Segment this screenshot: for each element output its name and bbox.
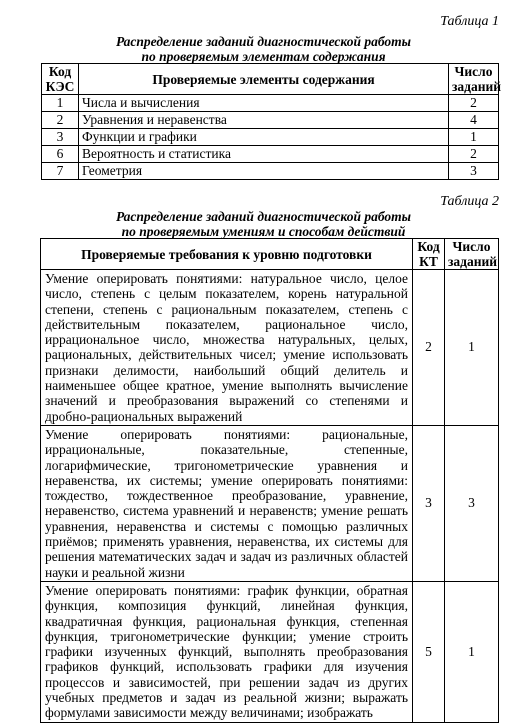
header-requirements: Проверяемые требования к уровню подготовки: [41, 239, 413, 270]
header-code-kt: Код КТ: [413, 239, 445, 270]
table-row: [41, 425, 499, 581]
header-task-count: Число заданий: [445, 239, 499, 270]
row-element: Функции и графики: [79, 129, 449, 146]
row-count: 2: [449, 95, 499, 112]
row-count: 3: [445, 425, 499, 581]
table1-caption-line2: по проверяемым элементам содержания: [141, 49, 386, 64]
requirements-table: [40, 238, 499, 723]
table-row: [42, 95, 499, 112]
table-row: [42, 146, 499, 163]
table2-caption-line1: Распределение заданий диагностической работы: [115, 209, 412, 224]
row-count: 1: [449, 129, 499, 146]
header-task-count: Число заданий: [449, 64, 499, 95]
row-code: 2: [413, 270, 445, 426]
table2-label: Таблица 2: [440, 194, 499, 209]
table-row: [42, 129, 499, 146]
table2-caption-line2: по проверяемым умениям и способам действий: [121, 224, 406, 239]
table-row: [42, 163, 499, 180]
row-element: Уравнения и неравенства: [79, 112, 449, 129]
table1-label: Таблица 1: [440, 14, 499, 29]
requirement-text: Умение оперировать понятиями: график функции, обратная функция, композиция функций, линейная функция, квадратичная функция, рациональная функция, степенная функция, тригонометрические функции; умение строить графики изученных функций, выполнять преобразования графиков функций, использовать графики для изучения процессов и зависимостей, при решении задач из других учебных предметов и задач из реальной жизни; выражать формулами зависимости между величинами; изображать: [45, 582, 408, 721]
table1-caption-line1: Распределение заданий диагностической работы: [115, 34, 412, 49]
row-code: 2: [42, 112, 79, 129]
row-code: 6: [42, 146, 79, 163]
header-elements: Проверяемые элементы содержания: [79, 64, 449, 95]
row-count: 2: [449, 146, 499, 163]
row-count: 4: [449, 112, 499, 129]
row-code: 1: [42, 95, 79, 112]
row-count: 1: [445, 581, 499, 722]
table1-header-row: [42, 64, 499, 95]
row-code: 3: [413, 425, 445, 581]
row-element: Числа и вычисления: [79, 95, 449, 112]
row-count: 3: [449, 163, 499, 180]
table2-header-row: [41, 239, 499, 270]
table-row: [42, 112, 499, 129]
requirement-text: Умение оперировать понятиями: рациональные, иррациональные, показательные, степенные, логарифмические, тригонометрические уравнения и неравенства, их системы; умение оперировать понятиями: тождество, тождественное преобразование, уравнение, неравенство, система уравнений и неравенств; умение решать уравнения, неравенства и системы с помощью различных приёмов; применять уравнения, неравенства, их системы для решения математических задач и задач из различных областей науки и реальной жизни: [41, 425, 413, 581]
row-element: Геометрия: [79, 163, 449, 180]
table-row: [41, 581, 499, 722]
row-element: Вероятность и статистика: [79, 146, 449, 163]
requirement-text: Умение оперировать понятиями: натуральное число, целое число, степень с целым показателем, корень натуральной степени, степень с рациональным показателем, степень с действительным показателем, рациональное число, иррациональное число, множества натуральных, целых, рациональных, действительных чисел; умение использовать признаки делимости, наибольший общий делитель и наименьшее общее кратное, умение выполнять вычисление значений и преобразования выражений со степенями и дробно-рациональных выражений: [41, 270, 413, 426]
content-elements-table: [41, 63, 502, 180]
table-row: [41, 270, 499, 426]
row-code: 3: [42, 129, 79, 146]
row-code: 5: [413, 581, 445, 722]
header-code-kes: Код КЭС: [42, 64, 79, 95]
requirement-cell: [41, 581, 413, 722]
row-code: 7: [42, 163, 79, 180]
row-count: 1: [445, 270, 499, 426]
